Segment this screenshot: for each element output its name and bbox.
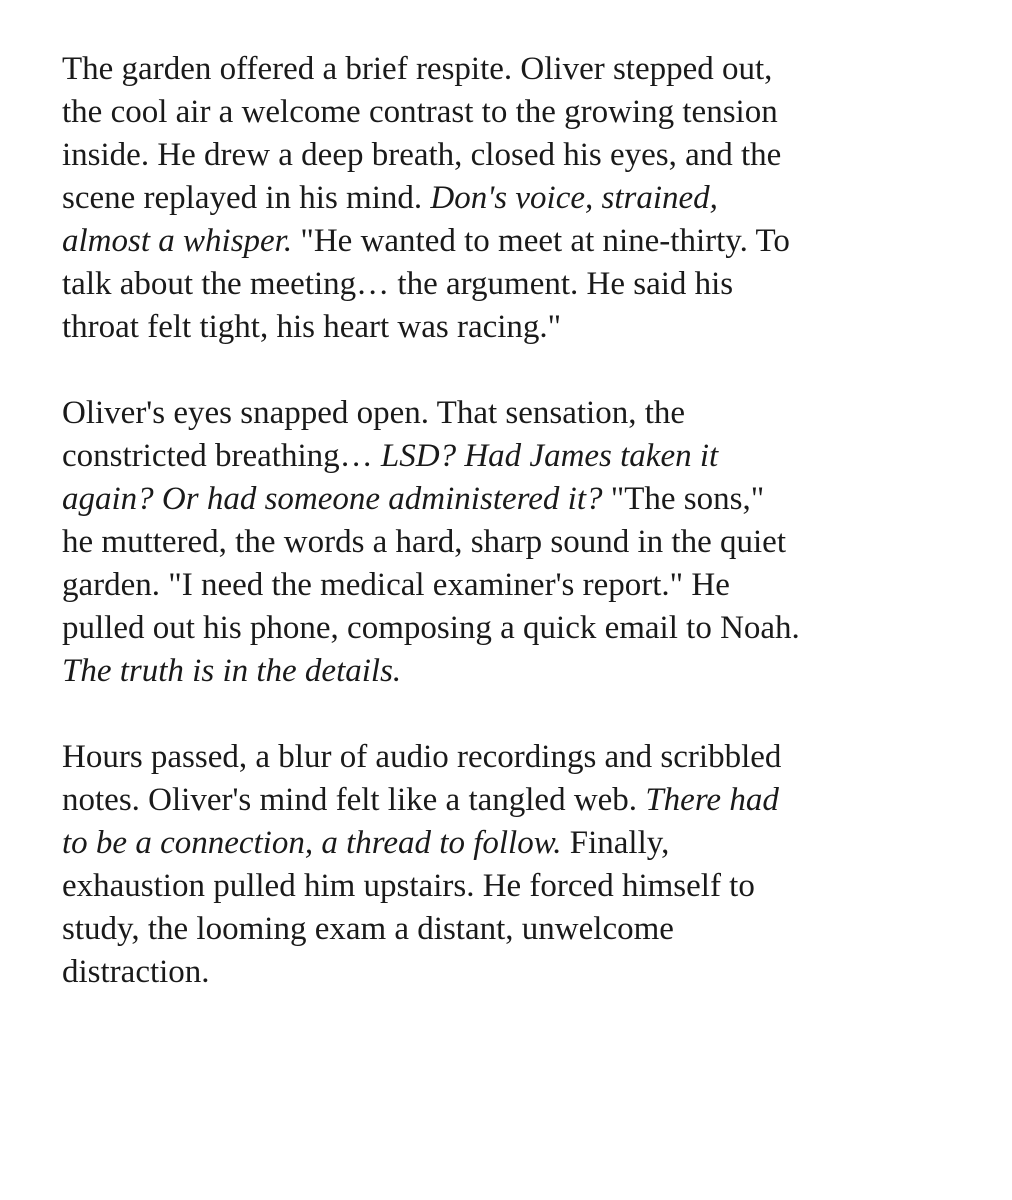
paragraph-garden [62,48,962,349]
text-line: to be a connection, a thread to follow. Finally, [62,825,670,861]
text-line: study, the looming exam a distant, unwelcome [62,911,674,947]
text-line: talk about the meeting… the argument. He said his [62,266,734,302]
paragraph-hours-passed [62,736,962,994]
text-line: Oliver's eyes snapped open. That sensation, the [62,395,686,431]
text-line: Hours passed, a blur of audio recordings and scribbled [62,739,782,775]
text-line: almost a whisper. "He wanted to meet at nine-thirty. To [62,223,790,259]
text-line: garden. "I need the medical examiner's report." He [62,567,730,603]
text-line: the cool air a welcome contrast to the growing tension [62,94,778,130]
text-line: notes. Oliver's mind felt like a tangled web. There had [62,782,779,818]
document-body [62,48,962,994]
text-line: constricted breathing… LSD? Had James taken it [62,438,719,474]
text-line: scene replayed in his mind. Don's voice, strained, [62,180,718,216]
text-line: inside. He drew a deep breath, closed his eyes, and the [62,137,782,173]
text-line: exhaustion pulled him upstairs. He forced himself to [62,868,755,904]
text-line: The truth is in the details. [62,653,402,689]
text-line: again? Or had someone administered it? "The sons," [62,481,765,517]
text-line: he muttered, the words a hard, sharp sound in the quiet [62,524,786,560]
text-line: distraction. [62,954,210,990]
paragraph-eyes-open [62,392,962,693]
text-line: throat felt tight, his heart was racing." [62,309,562,345]
text-line: The garden offered a brief respite. Oliver stepped out, [62,51,773,87]
text-line: pulled out his phone, composing a quick email to Noah. [62,610,800,646]
